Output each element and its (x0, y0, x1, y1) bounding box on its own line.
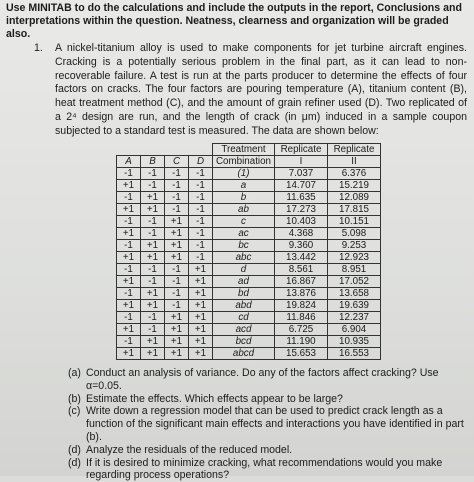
table-cell: +1 (141, 204, 165, 216)
table-cell: -1 (117, 192, 141, 204)
table-header-row-bottom (117, 156, 381, 168)
table-cell: 15.219 (328, 180, 381, 192)
table-row (117, 324, 381, 336)
table-cell: -1 (141, 168, 165, 180)
table-cell: 8.561 (275, 264, 328, 276)
table-cell: 10.403 (275, 216, 328, 228)
table-cell: +1 (117, 324, 141, 336)
table-cell: 19.639 (328, 300, 381, 312)
table-cell: +1 (165, 336, 189, 348)
table-cell: +1 (141, 240, 165, 252)
question-part (68, 444, 468, 457)
table-cell: 17.052 (328, 276, 381, 288)
table-cell: +1 (189, 276, 213, 288)
question-part-text: Estimate the effects. Which effects appear to be large? (86, 392, 343, 405)
table-cell: 13.442 (275, 252, 328, 264)
table-header-cell: Replicate (328, 144, 381, 156)
table-header-cell: B (141, 156, 165, 168)
table-cell: 5.098 (328, 228, 381, 240)
question-part (68, 405, 468, 443)
table-cell: +1 (189, 288, 213, 300)
table-cell: 9.360 (275, 240, 328, 252)
table-row (117, 228, 381, 240)
table-cell: -1 (165, 300, 189, 312)
table-row (117, 300, 381, 312)
table-cell: +1 (117, 252, 141, 264)
instructions-text: Use MINITAB to do the calculations and include the outputs in the report, Conclusions and interpretations within the question. Neatness, clearness and organization will be graded also. (6, 2, 462, 41)
table-row (117, 192, 381, 204)
table-row (117, 312, 381, 324)
question-part-label: (c) (68, 405, 81, 418)
table-row (117, 180, 381, 192)
table-cell: +1 (189, 324, 213, 336)
table-cell: -1 (141, 264, 165, 276)
problem-text: A nickel-titanium alloy is used to make components for jet turbine aircraft engines. Cracking is a potentially serious problem in the final part, as it can lead to non-recoverable failure. A test is run at the parts producer to determine the effects of four factors on cracks. The four factors are pouring temperature (A), titanium content (B), heat treatment method (C), and the amount of grain refiner used (D). Two replicated of a 2⁴ design are run, and the length of crack (in μm) induced in a sample coupon subjected to a standard test is measured. The data are shown below: (55, 42, 467, 137)
table-row (117, 216, 381, 228)
table-header-cell: C (165, 156, 189, 168)
table-cell: -1 (117, 216, 141, 228)
table-cell: +1 (189, 264, 213, 276)
table-cell: -1 (141, 312, 165, 324)
table-cell: +1 (117, 180, 141, 192)
question-part-label: (d) (68, 456, 81, 469)
table-row (117, 252, 381, 264)
table-cell: b (213, 192, 275, 204)
table-cell: +1 (165, 228, 189, 240)
table-header-cell (141, 144, 165, 156)
table-cell: 6.376 (328, 168, 381, 180)
table-row (117, 348, 381, 360)
table-cell: bc (213, 240, 275, 252)
table-header-cell: A (117, 156, 141, 168)
table-cell: 12.923 (328, 252, 381, 264)
table-cell: 12.237 (328, 312, 381, 324)
table-cell: 9.253 (328, 240, 381, 252)
table-cell: +1 (141, 348, 165, 360)
table-cell: -1 (117, 264, 141, 276)
table-cell: -1 (117, 336, 141, 348)
table-cell: +1 (165, 252, 189, 264)
table-cell: -1 (141, 216, 165, 228)
table-cell: 7.037 (275, 168, 328, 180)
table-cell: -1 (189, 240, 213, 252)
table-cell: bd (213, 288, 275, 300)
question-part-text: Analyze the residuals of the reduced model. (86, 443, 293, 456)
table-cell: +1 (165, 240, 189, 252)
table-cell: abcd (213, 348, 275, 360)
table-cell: -1 (117, 312, 141, 324)
question-part (68, 367, 468, 393)
table-cell: 14.707 (275, 180, 328, 192)
table-cell: abd (213, 300, 275, 312)
table-cell: -1 (117, 288, 141, 300)
table-cell: ad (213, 276, 275, 288)
table-header-row-top (117, 144, 381, 156)
table-cell: 13.876 (275, 288, 328, 300)
table-cell: +1 (141, 192, 165, 204)
table-header-cell (165, 144, 189, 156)
table-cell: -1 (189, 192, 213, 204)
table-cell: +1 (189, 348, 213, 360)
table-cell: 11.635 (275, 192, 328, 204)
table-cell: 16.867 (275, 276, 328, 288)
table-cell: -1 (165, 192, 189, 204)
table-header-cell: Treatment (213, 144, 275, 156)
table-cell: 8.951 (328, 264, 381, 276)
table-cell: (1) (213, 168, 275, 180)
table-cell: 16.553 (328, 348, 381, 360)
question-part (68, 457, 468, 482)
table-cell: 6.725 (275, 324, 328, 336)
table-cell: +1 (141, 252, 165, 264)
question-part-text: Write down a regression model that can be used to predict crack length as a function of the significant main effects and interactions you have identified in part (b). (86, 405, 464, 443)
table-cell: +1 (141, 336, 165, 348)
table-cell: +1 (189, 300, 213, 312)
table-cell: 6.904 (328, 324, 381, 336)
table-header-cell: Replicate (275, 144, 328, 156)
table-cell: -1 (189, 168, 213, 180)
table-cell: 11.190 (275, 336, 328, 348)
table-cell: abc (213, 252, 275, 264)
table-cell: 10.935 (328, 336, 381, 348)
table-cell: -1 (165, 204, 189, 216)
table-cell: -1 (141, 228, 165, 240)
question-part-label: (a) (68, 367, 81, 379)
table-cell: ac (213, 228, 275, 240)
table-cell: 11.846 (275, 312, 328, 324)
table-header-cell (189, 144, 213, 156)
table-cell: +1 (141, 288, 165, 300)
problem-number: 1. (34, 42, 43, 54)
table-cell: -1 (165, 276, 189, 288)
table-cell: +1 (165, 312, 189, 324)
table-cell: 4.368 (275, 228, 328, 240)
table-header-cell (117, 144, 141, 156)
table-cell: +1 (117, 300, 141, 312)
table-cell: +1 (117, 348, 141, 360)
table-header-cell: D (189, 156, 213, 168)
table-cell: bcd (213, 336, 275, 348)
table-cell: +1 (117, 276, 141, 288)
table-cell: +1 (165, 348, 189, 360)
table-cell: -1 (165, 180, 189, 192)
table-cell: +1 (117, 204, 141, 216)
table-header-cell: Combination (213, 156, 275, 168)
table-cell: 17.815 (328, 204, 381, 216)
table-cell: 13.658 (328, 288, 381, 300)
table-cell: cd (213, 312, 275, 324)
table-cell: -1 (141, 276, 165, 288)
table-row (117, 240, 381, 252)
table-cell: +1 (189, 336, 213, 348)
table-row (117, 168, 381, 180)
question-part-text: If it is desired to minimize cracking, what recommendations would you make regarding process operations? (86, 456, 443, 482)
table-cell: +1 (189, 312, 213, 324)
table-cell: 19.824 (275, 300, 328, 312)
table-header-cell: I (275, 156, 328, 168)
table-row (117, 276, 381, 288)
table-cell: +1 (165, 324, 189, 336)
table-cell: c (213, 216, 275, 228)
table-cell: -1 (189, 228, 213, 240)
data-table (116, 143, 381, 360)
question-part-label: (d) (68, 443, 81, 456)
table-cell: -1 (141, 180, 165, 192)
table-cell: +1 (117, 228, 141, 240)
table-cell: -1 (189, 204, 213, 216)
table-cell: -1 (141, 324, 165, 336)
table-cell: acd (213, 324, 275, 336)
table-cell: 17.273 (275, 204, 328, 216)
table-cell: d (213, 264, 275, 276)
table-cell: -1 (117, 240, 141, 252)
table-row (117, 204, 381, 216)
table-cell: -1 (117, 168, 141, 180)
table-row (117, 264, 381, 276)
question-part-label: (b) (68, 392, 81, 405)
table-cell: a (213, 180, 275, 192)
question-parts (68, 367, 468, 482)
table-cell: -1 (165, 288, 189, 300)
table-cell: 12.089 (328, 192, 381, 204)
question-part-text: Conduct an analysis of variance. Do any of the factors affect cracking? Use α=0.05. (86, 367, 439, 392)
table-cell: 15.653 (275, 348, 328, 360)
table-row (117, 288, 381, 300)
question-part (68, 393, 468, 406)
table-row (117, 336, 381, 348)
table-cell: +1 (141, 300, 165, 312)
table-cell: -1 (165, 264, 189, 276)
table-cell: -1 (189, 180, 213, 192)
table-cell: +1 (165, 216, 189, 228)
table-cell: -1 (189, 216, 213, 228)
table-cell: 10.151 (328, 216, 381, 228)
table-cell: -1 (189, 252, 213, 264)
table-cell: ab (213, 204, 275, 216)
table-cell: -1 (165, 168, 189, 180)
table-header-cell: II (328, 156, 381, 168)
